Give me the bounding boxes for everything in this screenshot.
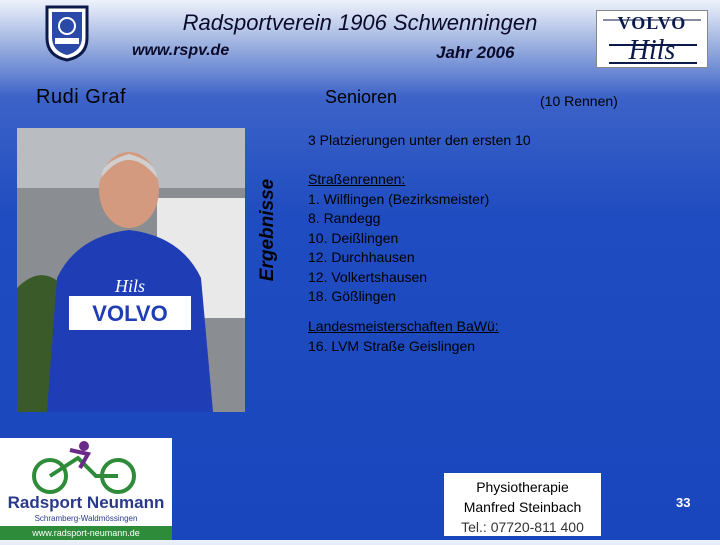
sponsor-bottom-name: Radsport Neumann [7, 493, 165, 512]
result-item: 18. Gößlingen [308, 288, 396, 304]
results-label-text: Ergebnisse [257, 178, 278, 282]
website-text: www.rspv.de [132, 42, 230, 59]
results-section-label [250, 150, 286, 310]
svg-text:VOLVO: VOLVO [617, 13, 687, 33]
volvo-hils-logo [596, 10, 708, 68]
physio-phone: Tel.: 07720-811 400 [461, 519, 584, 535]
svg-text:Hils: Hils [114, 276, 146, 296]
state-championship-results [308, 317, 499, 356]
state-results-heading: Landesmeisterschaften BaWü: [308, 318, 499, 334]
road-results-heading: Straßenrennen: [308, 171, 406, 187]
result-item: 8. Randegg [308, 210, 381, 226]
placements-summary: 3 Platzierungen unter den ersten 10 [308, 132, 531, 148]
result-item: 10. Deißlingen [308, 229, 399, 246]
result-item: 12. Durchhausen [308, 249, 415, 265]
result-item: 1. Wilflingen (Bezirksmeister) [308, 190, 490, 207]
physio-line1: Physiotherapie [476, 479, 569, 495]
rider-photo [17, 128, 245, 412]
year-text: Jahr 2006 [436, 43, 515, 62]
rider-category: Senioren [325, 87, 398, 107]
sponsor-bottom-sub: Schramberg-Waldmössingen [34, 514, 138, 523]
road-results [308, 170, 489, 307]
race-count: (10 Rennen) [540, 93, 618, 109]
physio-line2: Manfred Steinbach [463, 499, 582, 515]
result-item: 12. Volkertshausen [308, 268, 428, 285]
page-title: Radsportverein 1906 Schwenningen [182, 10, 538, 35]
physio-sponsor-box [444, 473, 601, 536]
club-crest-icon [44, 4, 90, 62]
svg-text:Hils: Hils [628, 35, 676, 66]
radsport-neumann-logo [0, 438, 172, 540]
sponsor-bottom-url: www.radsport-neumann.de [32, 528, 140, 538]
svg-text:VOLVO: VOLVO [92, 301, 168, 326]
result-item: 16. LVM Straße Geislingen [308, 337, 476, 354]
rider-name: Rudi Graf [36, 86, 127, 108]
page-number: 33 [676, 495, 691, 510]
